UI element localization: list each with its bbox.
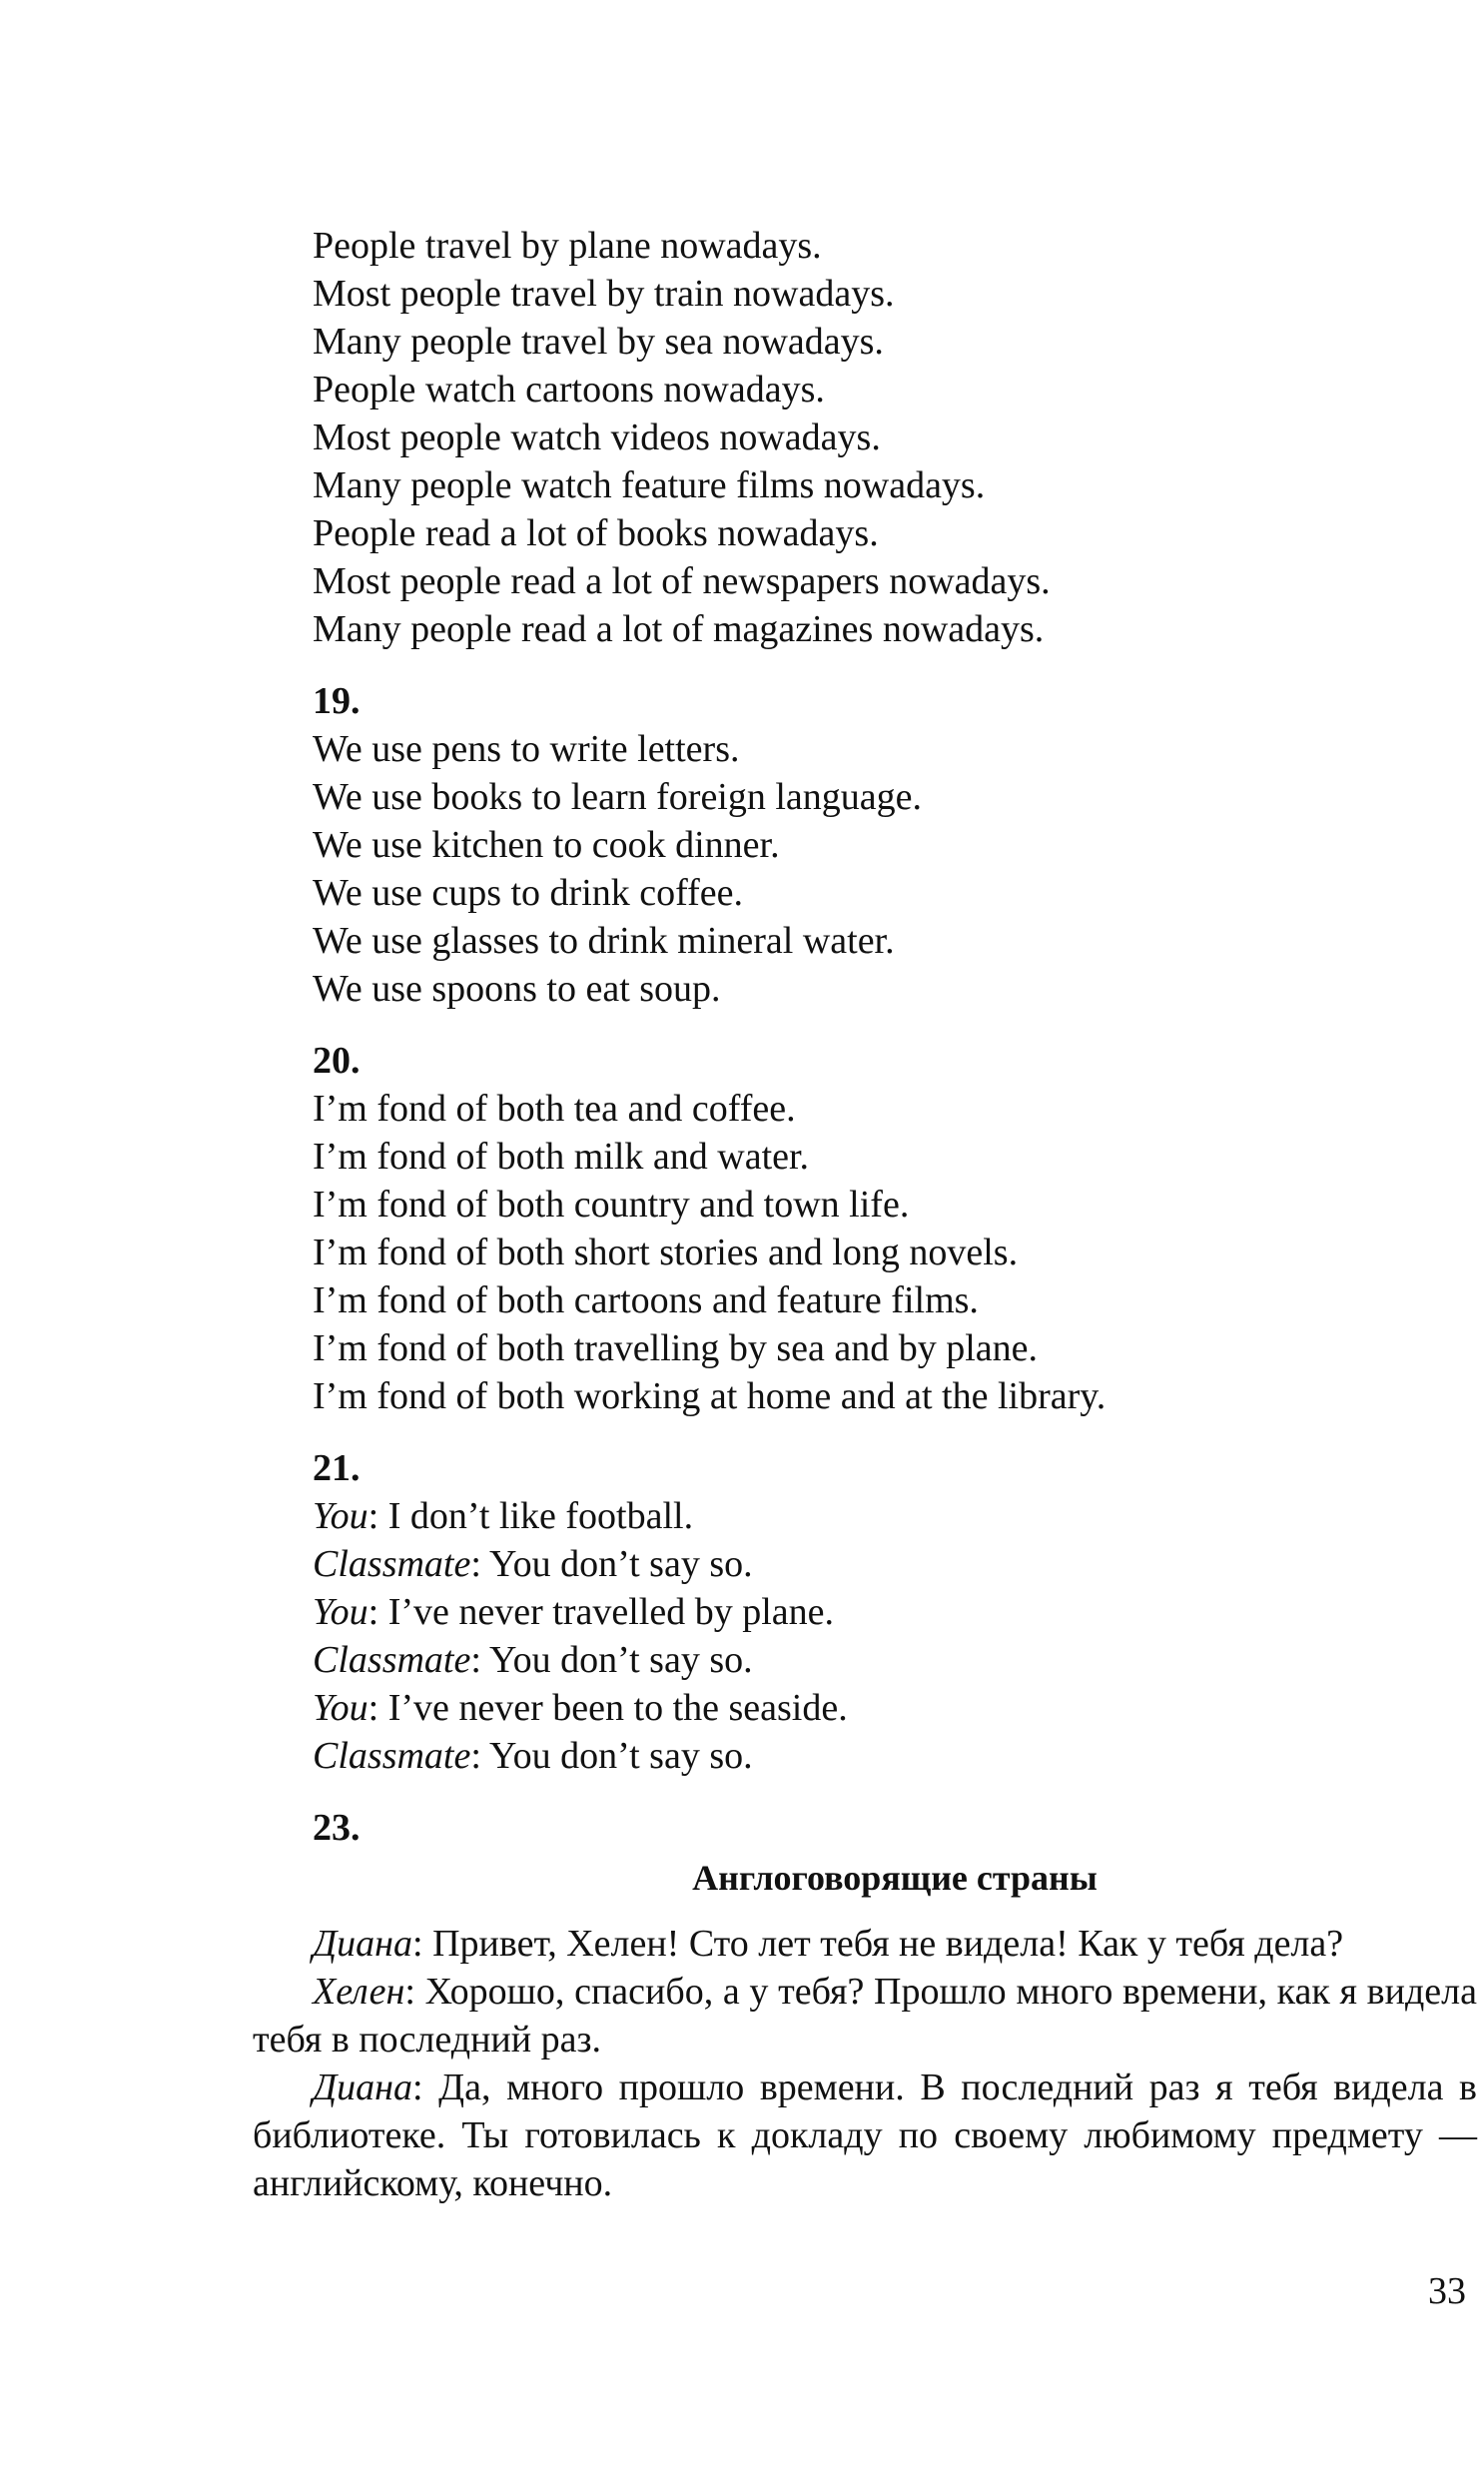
sentence-line: People read a lot of books nowadays. bbox=[313, 512, 879, 554]
dialogue-paragraph bbox=[253, 1968, 1477, 2063]
sentence-line: Many people watch feature films nowadays. bbox=[313, 464, 986, 506]
sentence-line: We use books to learn foreign language. bbox=[313, 776, 923, 818]
dialogue-line bbox=[313, 1492, 693, 1540]
dialogue-text: : Да, много прошло времени. В последний раз я тебя видела в библиотеке. Ты готовилась к докладу по своему любимому предмету — английскому, конечно. bbox=[253, 2066, 1477, 2204]
dialogue-paragraph bbox=[253, 2063, 1477, 2207]
sentence-line: We use cups to drink coffee. bbox=[313, 872, 743, 914]
speaker-name: You bbox=[313, 1591, 369, 1633]
text-title: Англоговорящие страны bbox=[692, 1858, 1098, 1898]
dialogue-text: : I’ve never been to the seaside. bbox=[368, 1687, 848, 1729]
speaker-name: You bbox=[313, 1687, 369, 1729]
sentence-line: Many people travel by sea nowadays. bbox=[313, 321, 884, 363]
sentence-line: We use kitchen to cook dinner. bbox=[313, 824, 780, 866]
dialogue-text: : You don’t say so. bbox=[470, 1639, 753, 1681]
exercise-number: 20. bbox=[313, 1040, 361, 1082]
sentence-line: Most people travel by train nowadays. bbox=[313, 273, 895, 315]
dialogue-line bbox=[313, 1636, 753, 1684]
dialogue-paragraph bbox=[253, 1920, 1477, 1968]
dialogue-text: : You don’t say so. bbox=[470, 1735, 753, 1777]
dialogue-text: : Привет, Хелен! Сто лет тебя не видела! Как у тебя дела? bbox=[412, 1923, 1344, 1965]
speaker-name: Диана bbox=[313, 1923, 413, 1965]
sentence-line: I’m fond of both travelling by sea and by plane. bbox=[313, 1327, 1039, 1369]
dialogue-line bbox=[313, 1684, 848, 1732]
sentence-line: I’m fond of both cartoons and feature films. bbox=[313, 1279, 979, 1321]
dialogue-line bbox=[313, 1540, 753, 1588]
speaker-name: Хелен bbox=[313, 1971, 405, 2013]
sentence-line: People travel by plane nowadays. bbox=[313, 225, 822, 267]
sentence-line: I’m fond of both country and town life. bbox=[313, 1184, 910, 1226]
dialogue-line bbox=[313, 1732, 753, 1780]
sentence-line: We use glasses to drink mineral water. bbox=[313, 920, 895, 962]
sentence-line: I’m fond of both milk and water. bbox=[313, 1136, 810, 1178]
sentence-line: I’m fond of both tea and coffee. bbox=[313, 1088, 796, 1130]
exercise-number: 19. bbox=[313, 680, 361, 722]
speaker-name: Classmate bbox=[313, 1543, 471, 1585]
sentence-line: I’m fond of both short stories and long novels. bbox=[313, 1232, 1019, 1273]
dialogue-text: : I’ve never travelled by plane. bbox=[368, 1591, 834, 1633]
sentence-line: I’m fond of both working at home and at the library. bbox=[313, 1375, 1107, 1417]
sentence-line: Most people read a lot of newspapers nowadays. bbox=[313, 560, 1051, 602]
sentence-line: Many people read a lot of magazines nowadays. bbox=[313, 608, 1045, 650]
exercise-number: 23. bbox=[313, 1807, 361, 1849]
dialogue-line bbox=[313, 1588, 834, 1636]
page-number: 33 bbox=[1428, 2270, 1466, 2312]
exercise-number: 21. bbox=[313, 1447, 361, 1489]
dialogue-text: : Хорошо, спасибо, а у тебя? Прошло много времени, как я видела тебя в последний раз. bbox=[253, 1971, 1477, 2061]
speaker-name: Classmate bbox=[313, 1735, 471, 1777]
dialogue-text: : You don’t say so. bbox=[470, 1543, 753, 1585]
dialogue-text: : I don’t like football. bbox=[368, 1495, 694, 1537]
sentence-line: Most people watch videos nowadays. bbox=[313, 416, 881, 458]
speaker-name: You bbox=[313, 1495, 369, 1537]
sentence-line: We use spoons to eat soup. bbox=[313, 968, 721, 1010]
speaker-name: Диана bbox=[313, 2066, 413, 2108]
sentence-line: We use pens to write letters. bbox=[313, 728, 740, 770]
sentence-line: People watch cartoons nowadays. bbox=[313, 369, 825, 411]
speaker-name: Classmate bbox=[313, 1639, 471, 1681]
